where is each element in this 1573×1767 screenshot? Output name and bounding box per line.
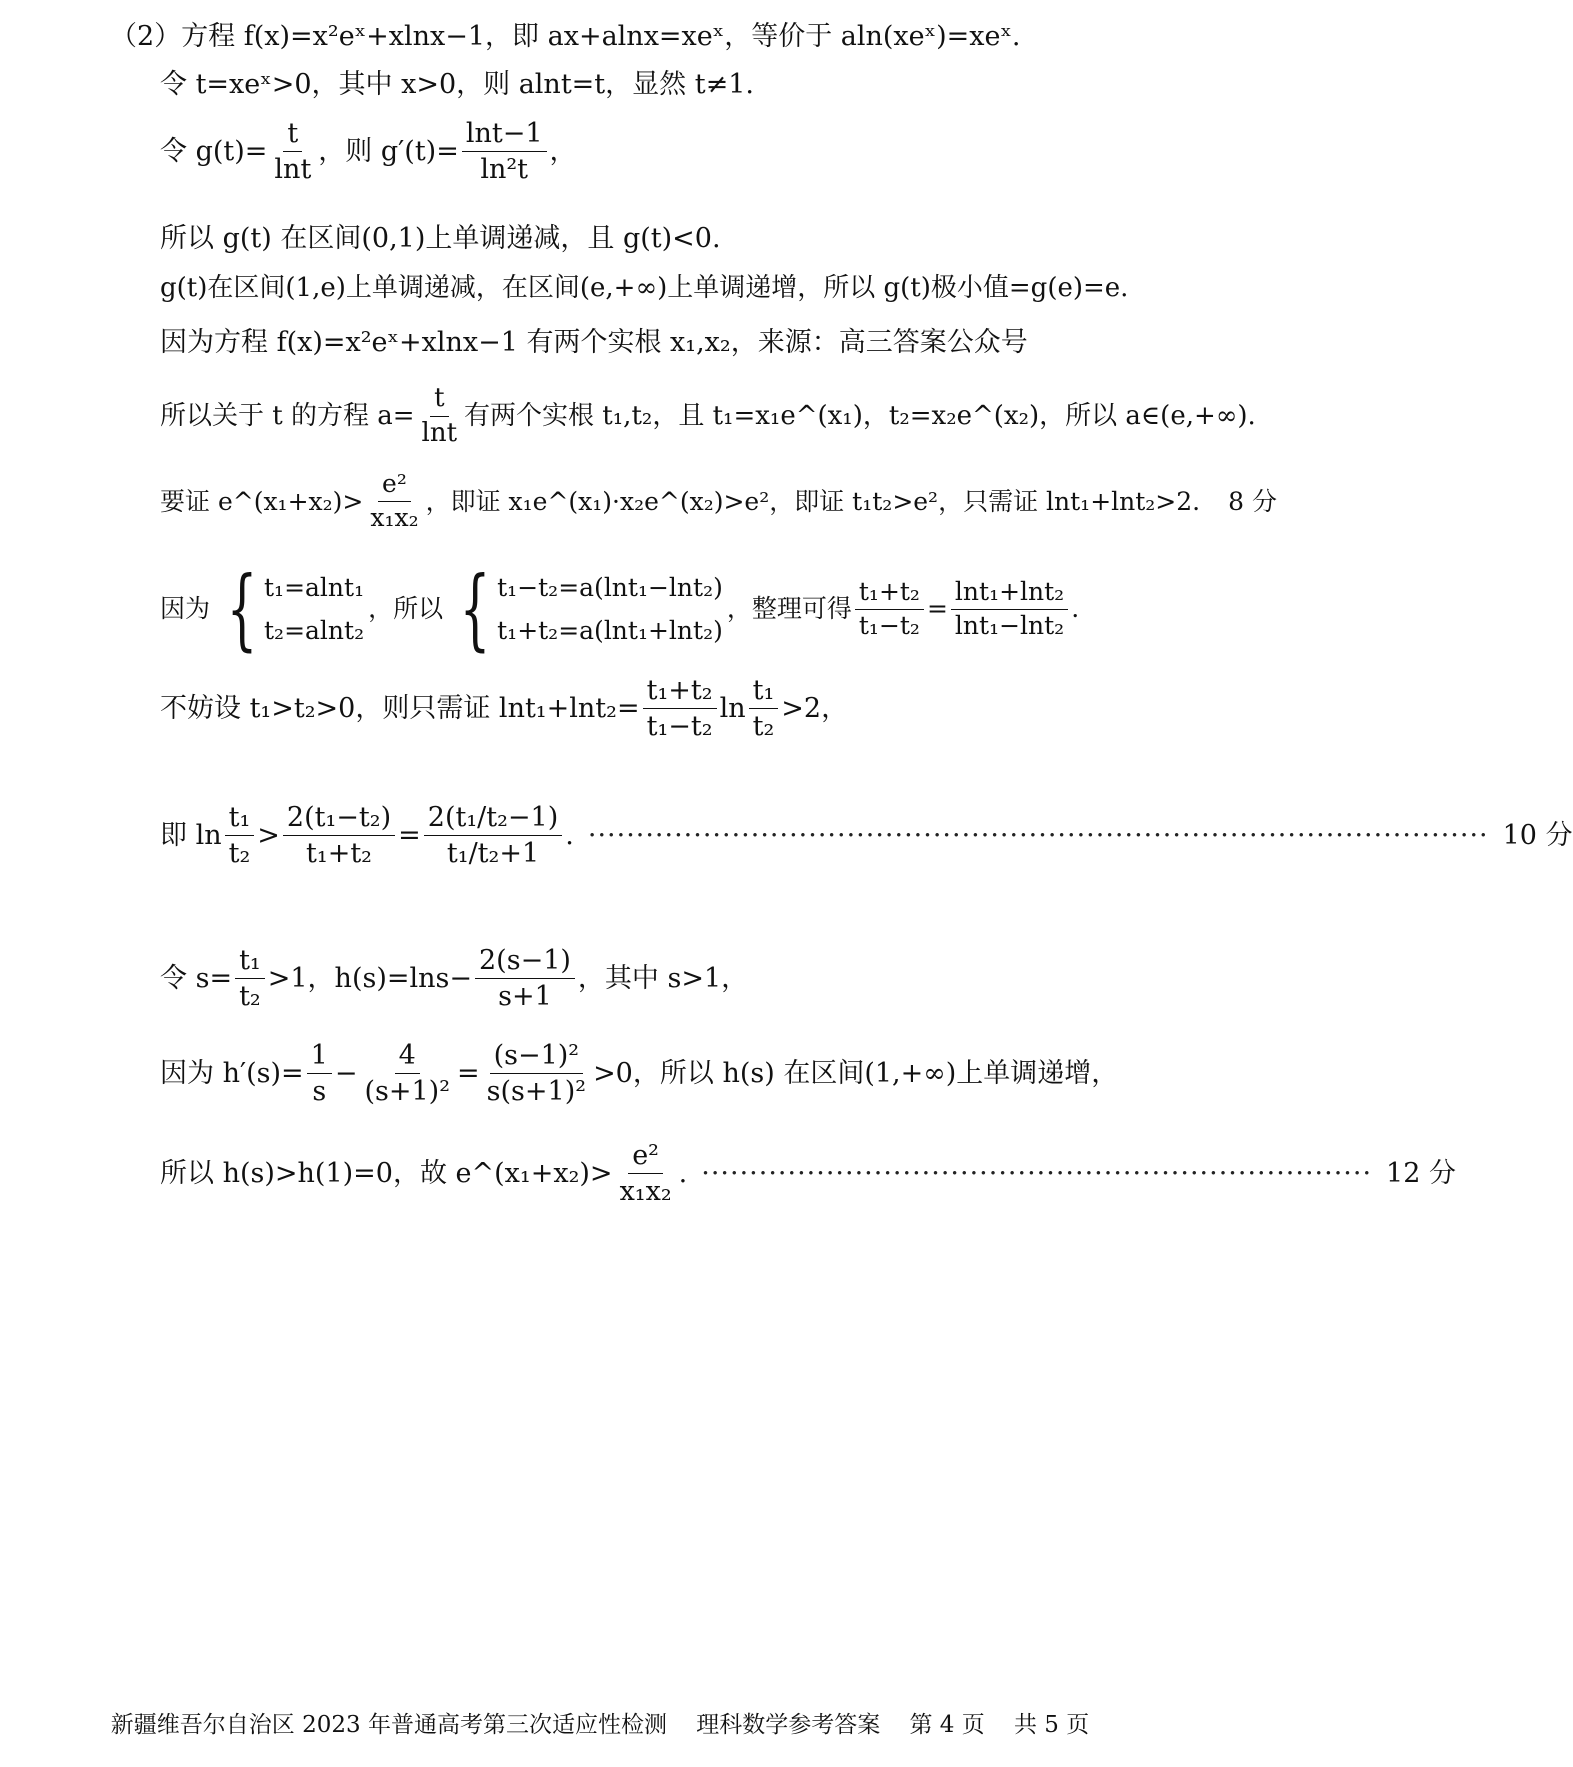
- page-footer: 新疆维吾尔自治区 2023 年普通高考第三次适应性检测 理科数学参考答案 第 4 页 共 5 页: [110, 1712, 1090, 1738]
- numerator: lnt−1: [462, 118, 547, 152]
- denominator: t₁−t₂: [858, 610, 920, 640]
- text: =: [926, 594, 948, 624]
- solution-line-1: [110, 20, 1160, 54]
- solution-line-9: [160, 557, 1160, 660]
- system-row: t₁+t₂=a(lnt₁+lnt₂): [497, 616, 723, 645]
- system-row: t₂=alnt₂: [264, 616, 365, 645]
- system-row: t₁−t₂=a(lnt₁−lnt₂): [497, 572, 723, 602]
- numerator: (s−1)²: [490, 1040, 584, 1074]
- text: 不妨设 t₁>t₂>0，则只需证 lnt₁+lnt₂=: [160, 692, 640, 724]
- text: .: [565, 819, 574, 851]
- fraction: [483, 1040, 590, 1107]
- text: ，则 g′(t)=: [318, 135, 459, 167]
- fraction: [462, 118, 547, 185]
- text: ，整理可得: [726, 594, 852, 624]
- text: 因为: [160, 594, 211, 624]
- text: >1，h(s)=lns−: [267, 962, 472, 994]
- numerator: lnt₁+lnt₂: [951, 578, 1068, 610]
- numerator: t₁: [235, 945, 265, 979]
- solution-line-7: [160, 383, 1256, 449]
- fraction: [475, 945, 575, 1012]
- denominator: t₂: [239, 981, 261, 1013]
- text: 有两个实根 t₁,t₂，且 t₁=x₁e^(x₁)，t₂=x₂e^(x₂)，所以 a∈(e,+∞).: [464, 401, 1256, 432]
- fraction: [418, 384, 462, 449]
- numerator: t₁+t₂: [643, 675, 717, 709]
- solution-line-10: [160, 675, 1160, 742]
- numerator: 2(s−1): [475, 945, 575, 979]
- text: −: [334, 1057, 358, 1089]
- text: >2，: [781, 692, 849, 724]
- denominator: t₂: [228, 838, 251, 870]
- denominator: (s+1)²: [364, 1076, 451, 1108]
- fraction: [424, 802, 563, 869]
- denominator: lnt: [421, 417, 458, 448]
- text: .: [1071, 594, 1080, 624]
- solution-line-4: [160, 222, 1160, 256]
- text: =: [457, 1057, 480, 1089]
- fraction: [366, 470, 422, 533]
- equation-system-2: [447, 557, 723, 660]
- solution-line-5: [160, 272, 1160, 305]
- numerator: t₁: [749, 675, 779, 709]
- solution-line-14: [160, 1140, 1456, 1208]
- numerator: e²: [628, 1140, 663, 1174]
- solution-line-11: [160, 802, 1573, 870]
- denominator: s+1: [498, 981, 552, 1013]
- text: （2）方程 f(x)=x²eˣ+xlnx−1，即 ax+alnx=xeˣ，等价于 aln(xeˣ)=xeˣ.: [110, 21, 1021, 52]
- text: 因为 h′(s)=: [160, 1057, 304, 1089]
- denominator: t₁−t₂: [646, 711, 713, 743]
- text: ，: [549, 135, 577, 167]
- fraction: [951, 578, 1068, 641]
- solution-line-12: [160, 945, 1160, 1012]
- text: >0，所以 h(s) 在区间(1,+∞)上单调递增，: [593, 1057, 1119, 1089]
- text: 令 s=: [160, 962, 233, 994]
- fraction: [283, 802, 395, 869]
- text: >: [257, 819, 280, 851]
- text: 令 t=xeˣ>0，其中 x>0，则 alnt=t，显然 t≠1.: [160, 69, 754, 100]
- dot-leader: ······························································································: [587, 819, 1489, 851]
- text: ln: [719, 692, 746, 724]
- numerator: t₁: [225, 802, 255, 836]
- text: ，所以: [368, 594, 444, 624]
- numerator: t₁+t₂: [855, 578, 924, 610]
- left-brace: {: [226, 557, 258, 660]
- score-label: 8 分: [1228, 486, 1277, 516]
- numerator: 2(t₁−t₂): [283, 802, 395, 836]
- solution-line-2: [160, 68, 1160, 102]
- fraction: [643, 675, 717, 742]
- denominator: lnt: [274, 154, 312, 186]
- text: ，即证 x₁e^(x₁)·x₂e^(x₂)>e²，即证 t₁t₂>e²，只需证 lnt₁+lnt₂>2.: [425, 486, 1201, 516]
- denominator: x₁x₂: [619, 1176, 672, 1208]
- fraction: [616, 1140, 676, 1207]
- solution-line-8: [160, 469, 1277, 533]
- text: 令 g(t)=: [160, 135, 268, 167]
- denominator: s(s+1)²: [486, 1076, 587, 1108]
- fraction: [749, 675, 779, 742]
- denominator: x₁x₂: [370, 502, 419, 532]
- text: 所以 h(s)>h(1)=0，故 e^(x₁+x₂)>: [160, 1157, 613, 1189]
- solution-line-6: [160, 326, 1160, 360]
- denominator: s: [312, 1076, 327, 1108]
- denominator: lnt₁−lnt₂: [954, 610, 1065, 640]
- text: 因为方程 f(x)=x²eˣ+xlnx−1 有两个实根 x₁,x₂，来源：高三答案公众号: [160, 327, 1028, 358]
- dot-leader: ······································································: [701, 1157, 1373, 1189]
- text: ，其中 s>1，: [577, 962, 749, 994]
- numerator: t: [430, 384, 448, 417]
- numerator: 4: [395, 1040, 420, 1074]
- fraction: [235, 945, 265, 1012]
- fraction: [307, 1040, 332, 1107]
- denominator: t₂: [752, 711, 775, 743]
- numerator: e²: [378, 470, 411, 502]
- text: 要证 e^(x₁+x₂)>: [160, 486, 364, 516]
- text: 即 ln: [160, 819, 222, 851]
- fraction: [225, 802, 255, 869]
- text: .: [678, 1157, 688, 1189]
- denominator: ln²t: [480, 154, 529, 186]
- text: 所以 g(t) 在区间(0,1)上单调递减，且 g(t)<0.: [160, 223, 721, 254]
- denominator: t₁/t₂+1: [446, 838, 540, 870]
- system-row: t₁=alnt₁: [264, 572, 365, 602]
- solution-line-3: [160, 118, 1160, 185]
- numerator: 2(t₁/t₂−1): [424, 802, 563, 836]
- fraction: [270, 118, 315, 185]
- text: 所以关于 t 的方程 a=: [160, 401, 415, 432]
- equation-system-1: [214, 557, 365, 660]
- text: =: [398, 819, 421, 851]
- text: g(t)在区间(1,e)上单调递减，在区间(e,+∞)上单调递增，所以 g(t)极小值=g(e)=e.: [160, 273, 1129, 303]
- score-label: 12 分: [1386, 1157, 1456, 1189]
- score-label: 10 分: [1502, 819, 1573, 851]
- denominator: t₁+t₂: [306, 838, 373, 870]
- numerator: 1: [307, 1040, 332, 1074]
- solution-line-13: [160, 1040, 1160, 1107]
- fraction: [360, 1040, 454, 1107]
- left-brace: {: [459, 557, 491, 660]
- numerator: t: [283, 118, 302, 152]
- fraction: [855, 578, 924, 641]
